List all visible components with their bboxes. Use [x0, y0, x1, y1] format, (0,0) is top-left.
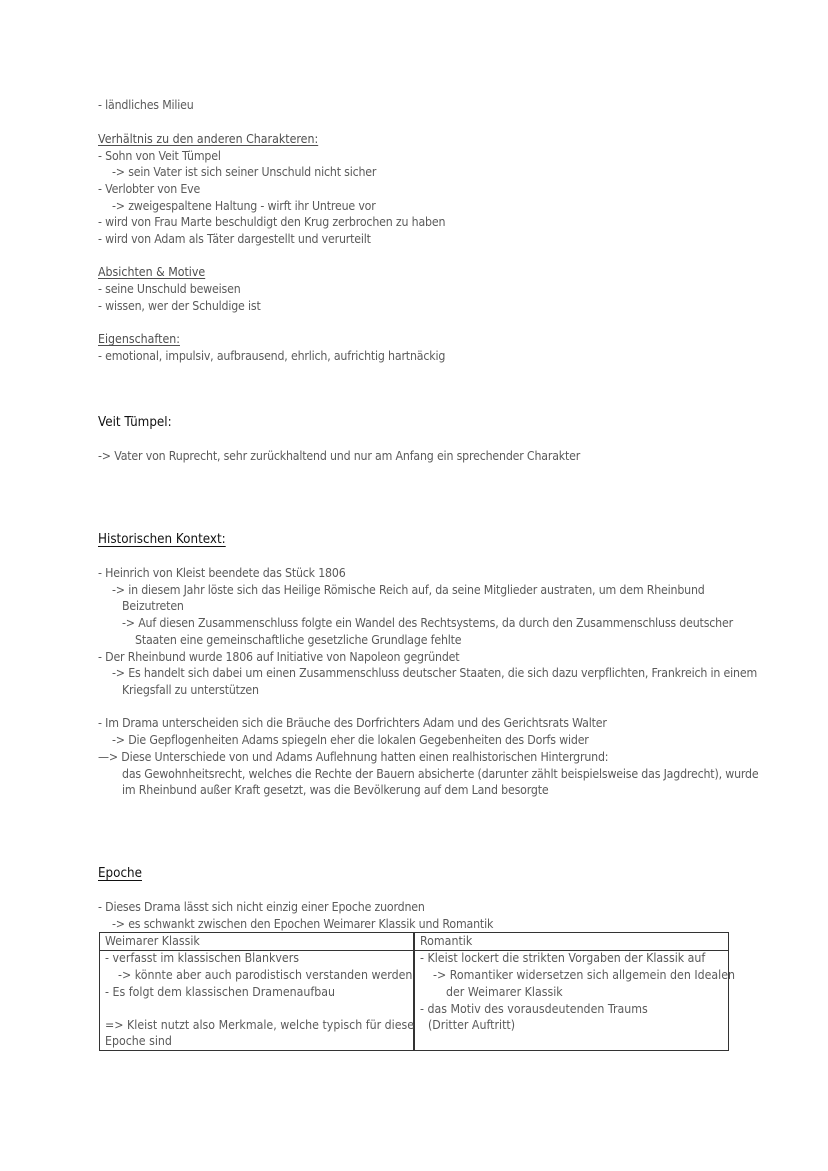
historical-item: - Heinrich von Kleist beendete das Stück 1806	[98, 566, 346, 580]
table-header-romantik: Romantik	[420, 934, 473, 948]
motives-item: - wissen, wer der Schuldige ist	[98, 299, 261, 313]
relations-item: - wird von Adam als Täter dargestellt und verurteilt	[98, 232, 371, 246]
relations-item: - wird von Frau Marte beschuldigt den Krug zerbrochen zu haben	[98, 215, 446, 229]
klassik-cell-line: Epoche sind	[105, 1034, 172, 1048]
historical-item: Staaten eine gemeinschaftliche gesetzliche Grundlage fehlte	[135, 633, 462, 647]
klassik-cell-line: - Es folgt dem klassischen Dramenaufbau	[105, 985, 336, 999]
relations-item: - Verlobter von Eve	[98, 182, 201, 196]
historical-item: -> in diesem Jahr löste sich das Heilige Römische Reich auf, da seine Mitglieder austraten, um dem Rheinbund	[112, 583, 705, 597]
historical-item: -> Auf diesen Zusammenschluss folgte ein Wandel des Rechtsystems, da durch den Zusammenschluss deutscher	[122, 616, 733, 630]
historical-item: das Gewohnheitsrecht, welches die Rechte der Bauern absicherte (darunter zählt beispielsweise das Jagdrecht), wurde	[122, 767, 759, 781]
historical-item: - Der Rheinbund wurde 1806 auf Initiative von Napoleon gegründet	[98, 650, 460, 664]
motives-item: - seine Unschuld beweisen	[98, 282, 241, 296]
relations-item: -> zweigespaltene Haltung - wirft ihr Untreue vor	[112, 199, 376, 213]
romantik-cell-line: - das Motiv des vorausdeutenden Traums	[420, 1002, 648, 1016]
historical-item: -> Die Gepflogenheiten Adams spiegeln eher die lokalen Gegebenheiten des Dorfs wider	[112, 733, 589, 747]
veit-heading: Veit Tümpel:	[98, 415, 172, 430]
historical-item: -> Es handelt sich dabei um einen Zusammenschluss deutscher Staaten, die sich dazu verpflichten, Frankreich in einem	[112, 666, 758, 680]
relations-item: - Sohn von Veit Tümpel	[98, 149, 221, 163]
klassik-cell-line: -> könnte aber auch parodistisch verstanden werden	[118, 968, 413, 982]
relations-heading: Verhältnis zu den anderen Charakteren:	[98, 132, 319, 146]
relations-item: -> sein Vater ist sich seiner Unschuld nicht sicher	[112, 165, 377, 179]
romantik-cell-line: der Weimarer Klassik	[446, 985, 563, 999]
veit-item: -> Vater von Ruprecht, sehr zurückhaltend und nur am Anfang ein sprechender Charakter	[98, 449, 581, 463]
romantik-cell-line: (Dritter Auftritt)	[428, 1018, 516, 1032]
historical-item: Kriegsfall zu unterstützen	[122, 683, 259, 697]
milieu-line: - ländliches Milieu	[98, 98, 194, 112]
klassik-cell-line: - verfasst im klassischen Blankvers	[105, 951, 300, 965]
romantik-cell-line: - Kleist lockert die strikten Vorgaben der Klassik auf	[420, 951, 706, 965]
epoch-comparison-table	[99, 932, 736, 1051]
traits-item: - emotional, impulsiv, aufbrausend, ehrlich, aufrichtig hartnäckig	[98, 349, 446, 363]
historical-heading: Historischen Kontext:	[98, 532, 226, 547]
historical-item: —> Diese Unterschiede von und Adams Auflehnung hatten einen realhistorischen Hintergrund:	[98, 750, 609, 764]
historical-item: Beizutreten	[122, 599, 184, 613]
epoch-item: - Dieses Drama lässt sich nicht einzig einer Epoche zuordnen	[98, 900, 425, 914]
historical-item: im Rheinbund außer Kraft gesetzt, was die Bevölkerung auf dem Land besorgte	[122, 783, 549, 797]
klassik-cell-line: => Kleist nutzt also Merkmale, welche typisch für diese	[105, 1018, 415, 1032]
table-header-klassik: Weimarer Klassik	[105, 934, 200, 948]
historical-item: - Im Drama unterscheiden sich die Bräuche des Dorfrichters Adam und des Gerichtsrats Walter	[98, 716, 607, 730]
epoch-item: -> es schwankt zwischen den Epochen Weimarer Klassik und Romantik	[112, 917, 494, 931]
traits-heading: Eigenschaften:	[98, 332, 180, 346]
epoch-heading: Epoche	[98, 866, 142, 881]
motives-heading: Absichten & Motive	[98, 265, 206, 279]
romantik-cell-line: -> Romantiker widersetzen sich allgemein den Idealen	[433, 968, 736, 982]
